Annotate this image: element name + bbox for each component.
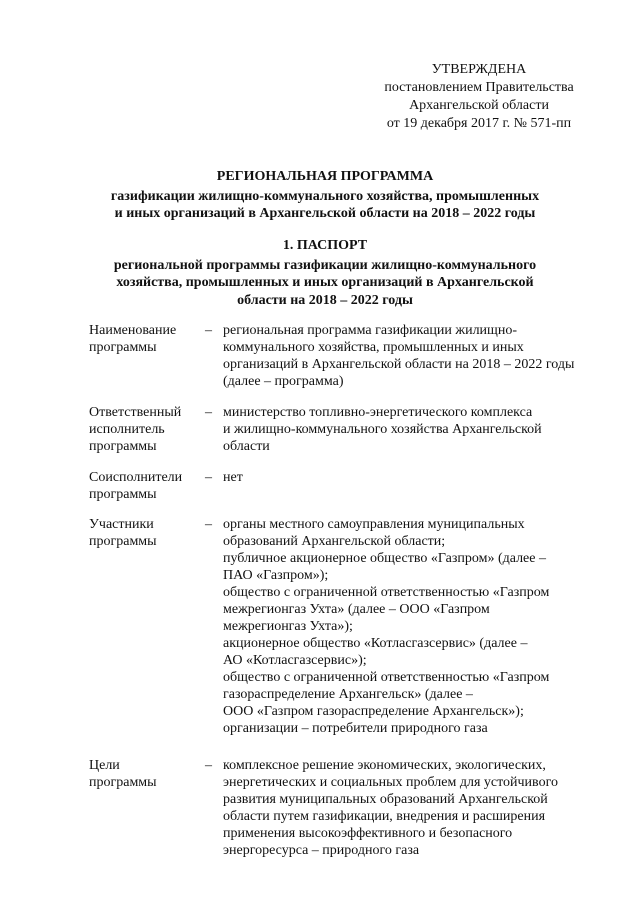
program-title — [60, 168, 590, 223]
row-label: Соисполнители программы — [89, 470, 183, 502]
approval-line: Архангельской области — [409, 98, 549, 113]
row-dash: – — [205, 517, 212, 532]
row-label: Ответственный исполнитель программы — [89, 405, 182, 454]
row-label: Участники программы — [89, 517, 157, 549]
passport-title-line: области на 2018 – 2022 годы — [237, 292, 413, 308]
passport-heading: 1. ПАСПОРТ — [282, 238, 368, 253]
row-dash: – — [205, 323, 212, 338]
row-dash: – — [205, 405, 212, 420]
row-value: комплексное решение экономических, экологических, энергетических и социальных проблем для устойчивого развития муниципальных образований Архангельской области путем газификации, внедрения и расширения применения высокоэффективного и безопасного энергоресурса – природного газа — [223, 758, 558, 858]
approval-stamp — [372, 61, 586, 133]
row-value: нет — [223, 470, 243, 485]
row-label: Цели программы — [89, 758, 157, 790]
passport-title-line: хозяйства, промышленных и иных организаций в Архангельской — [116, 275, 534, 290]
row-dash: – — [205, 758, 212, 773]
approval-line: УТВЕРЖДЕНА — [431, 62, 527, 77]
program-title-line: газификации жилищно-коммунального хозяйства, промышленных — [110, 188, 540, 204]
row-value: министерство топливно-энергетического комплекса и жилищно-коммунального хозяйства Архангельской области — [223, 405, 542, 454]
program-title-heading: РЕГИОНАЛЬНАЯ ПРОГРАММА — [216, 169, 434, 184]
program-title-line: и иных организаций в Архангельской области на 2018 – 2022 годы — [114, 206, 536, 221]
row-value: органы местного самоуправления муниципальных образований Архангельской области; публичное акционерное общество «Газпром» (далее – ПАО «Газпром»); общество с ограниченной ответственностью «Газпром межрегионгаз Ухта» (далее – ООО «Газпром межрегионгаз Ухта»); акционерное общество «Котласгазсервис» (далее – АО «Котласгазсервис»); общество с ограниченной ответственностью «Газпром газораспределение Архангельск» (далее – ООО «Газпром газораспределение Архангельск»); организации – потребители природного газа — [223, 517, 550, 736]
approval-line: постановлением Правительства — [384, 80, 574, 95]
row-value: региональная программа газификации жилищно- коммунального хозяйства, промышленных и иных организаций в Архангельской области на 2018 – 2022 годы (далее – программа) — [223, 323, 575, 389]
row-label: Наименование программы — [89, 323, 177, 355]
passport-title-line: региональной программы газификации жилищно-коммунального — [113, 257, 537, 273]
approval-line: от 19 декабря 2017 г. № 571-пп — [386, 116, 572, 131]
passport-title — [60, 237, 590, 309]
row-dash: – — [205, 470, 212, 485]
